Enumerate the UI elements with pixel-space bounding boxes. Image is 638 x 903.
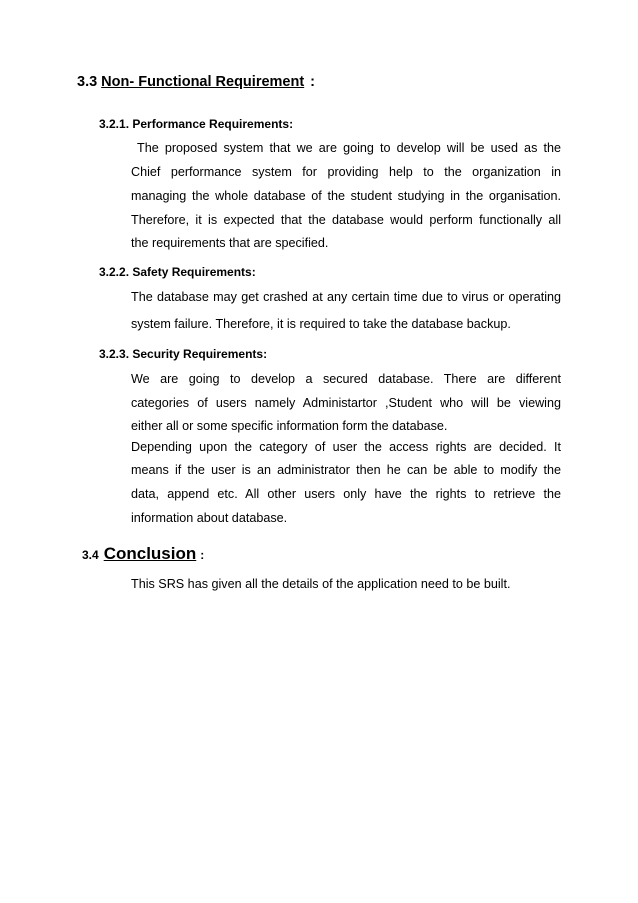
performance-line-2: Chief performance system for providing help to the organization in: [131, 165, 561, 179]
performance-line-4: Therefore, it is expected that the database would perform functionally all: [131, 213, 561, 227]
security-line-3: either all or some specific information form the database.: [131, 419, 448, 433]
security-line-6: data, append etc. All other users only have the rights to retrieve the: [131, 487, 561, 501]
safety-line-2: system failure. Therefore, it is required to take the database backup.: [131, 317, 511, 331]
section-title: Conclusion: [103, 544, 197, 563]
section-title: Non- Functional Requirement: [101, 74, 305, 90]
performance-line-3: managing the whole database of the student studying in the organisation.: [131, 189, 561, 203]
section-number: 3.4: [82, 548, 99, 562]
subsection-heading-safety: 3.2.2. Safety Requirements:: [99, 265, 256, 279]
security-line-4: Depending upon the category of user the access rights are decided. It: [131, 440, 561, 454]
section-heading-3-4: [82, 544, 204, 564]
subsection-heading-performance: 3.2.1. Performance Requirements:: [99, 117, 294, 131]
section-colon: :: [200, 548, 205, 562]
section-heading-3-3: [77, 74, 315, 90]
section-number: 3.3: [77, 74, 98, 90]
conclusion-text: This SRS has given all the details of the application need to be built.: [131, 577, 511, 591]
subsection-heading-security: 3.2.3. Security Requirements:: [99, 347, 268, 361]
performance-line-5: the requirements that are specified.: [131, 236, 329, 250]
performance-line-1: The proposed system that we are going to develop will be used as the: [137, 141, 561, 155]
section-colon: :: [310, 74, 316, 90]
security-line-5: means if the user is an administrator then he can be able to modify the: [131, 463, 561, 477]
security-line-2: categories of users namely Administartor ,Student who will be viewing: [131, 396, 561, 410]
safety-line-1: The database may get crashed at any certain time due to virus or operating: [131, 290, 561, 304]
security-line-1: We are going to develop a secured database. There are different: [131, 372, 561, 386]
security-line-7: information about database.: [131, 511, 288, 525]
